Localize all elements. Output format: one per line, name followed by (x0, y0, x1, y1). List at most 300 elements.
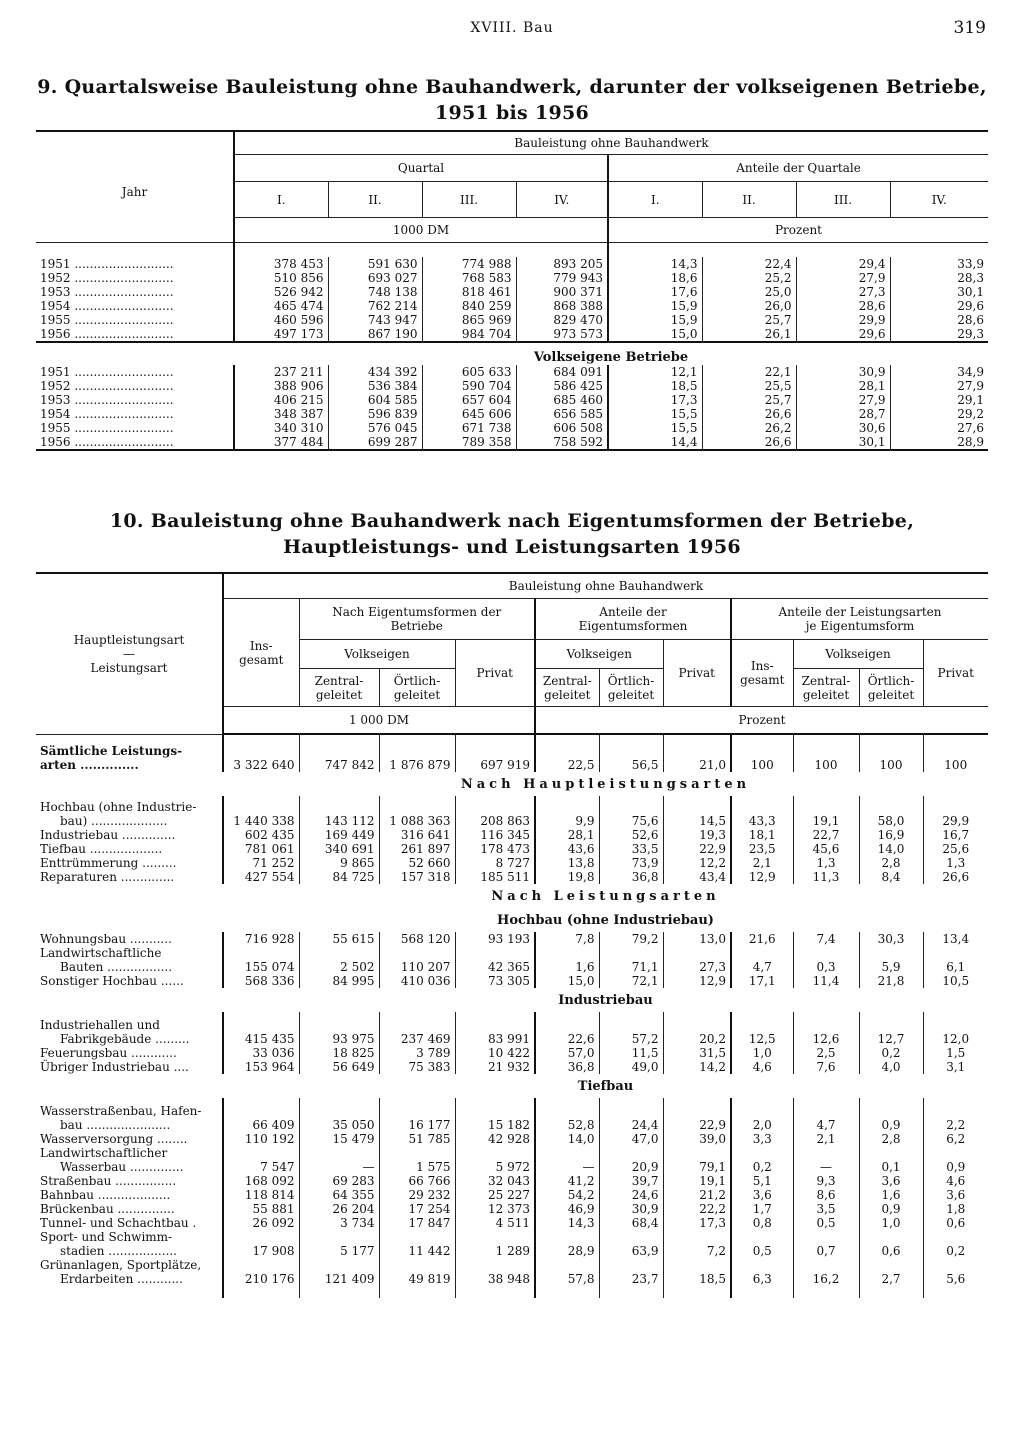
value-cell: 63,9 (599, 1244, 663, 1258)
value-cell: 3 789 (379, 1046, 455, 1060)
value-cell: 867 190 (328, 327, 422, 342)
value-cell: 22,6 (535, 1032, 599, 1046)
table10-body (36, 734, 988, 1298)
table9 (36, 130, 988, 451)
percent-cell: 15,9 (608, 299, 702, 313)
percent-cell: 30,1 (890, 285, 988, 299)
table9-quarter-header: I. (608, 182, 702, 218)
total-value: 100 (731, 758, 793, 772)
table-row (36, 379, 988, 393)
value-cell: 49,0 (599, 1060, 663, 1074)
value-cell: 21 932 (455, 1060, 535, 1074)
percent-cell: 15,9 (608, 313, 702, 327)
value-cell: 19,8 (535, 870, 599, 884)
percent-cell: 26,1 (702, 327, 796, 342)
value-cell: 604 585 (328, 393, 422, 407)
value-cell: 758 592 (516, 435, 608, 450)
percent-cell: 27,9 (796, 271, 890, 285)
value-cell: 11,4 (793, 974, 859, 988)
table10-title (36, 508, 988, 560)
value-cell: 8,4 (859, 870, 923, 884)
value-cell: 2,7 (859, 1272, 923, 1286)
value-cell: 12,0 (923, 1032, 988, 1046)
value-cell: 748 138 (328, 285, 422, 299)
value-cell: 39,0 (663, 1132, 731, 1146)
value-cell: 2,8 (859, 1132, 923, 1146)
value-cell: 5,1 (731, 1174, 793, 1188)
value-cell: 24,4 (599, 1118, 663, 1132)
value-cell: 415 435 (223, 1032, 299, 1046)
value-cell: 57,8 (535, 1272, 599, 1286)
value-cell: 57,0 (535, 1046, 599, 1060)
row-label: Feuerungsbau ............ (40, 1046, 177, 1060)
section-nach-leistungsarten: Nach Leistungsarten (491, 889, 720, 904)
table9-title-line2: 1951 bis 1956 (434, 102, 590, 124)
value-cell: 14,5 (663, 814, 731, 828)
table-row (36, 435, 988, 450)
row-label: Sonstiger Hochbau ...... (40, 974, 184, 988)
value-cell: 208 863 (455, 814, 535, 828)
value-cell: 893 205 (516, 257, 608, 271)
value-cell: 0,2 (731, 1160, 793, 1174)
table-row-label-line (36, 800, 988, 814)
table-row (36, 1216, 988, 1230)
value-cell: 24,6 (599, 1188, 663, 1202)
value-cell: 8 727 (455, 856, 535, 870)
percent-cell: 15,5 (608, 407, 702, 421)
value-cell: 684 091 (516, 365, 608, 379)
table9-body-total (36, 243, 988, 342)
value-cell: 378 453 (234, 257, 328, 271)
row-label-cont: Bauten ................. (60, 960, 173, 974)
row-label-cont: Wasserbau .............. (60, 1160, 184, 1174)
table10-oertlich-1: Örtlich- geleitet (379, 669, 455, 707)
value-cell: 43,6 (535, 842, 599, 856)
value-cell: 3,1 (923, 1060, 988, 1074)
value-cell: 17,3 (663, 1216, 731, 1230)
table-row (36, 365, 988, 379)
value-cell: 4 511 (455, 1216, 535, 1230)
value-cell: 185 511 (455, 870, 535, 884)
table9-unit-right: Prozent (608, 218, 988, 243)
percent-cell: 28,3 (890, 271, 988, 285)
table10-stub-l1: Hauptleistungsart (73, 632, 185, 647)
value-cell: 19,3 (663, 828, 731, 842)
table-row (36, 257, 988, 271)
table9-body-ve (36, 342, 988, 450)
value-cell: 22,2 (663, 1202, 731, 1216)
year-label (36, 407, 234, 421)
value-cell: 153 964 (223, 1060, 299, 1074)
value-cell: 7,4 (793, 932, 859, 946)
value-cell: 51 785 (379, 1132, 455, 1146)
table10-zentral-2: Zentral- geleitet (535, 669, 599, 707)
value-cell: 716 928 (223, 932, 299, 946)
value-cell: 45,6 (793, 842, 859, 856)
value-cell: 768 583 (422, 271, 516, 285)
value-cell: 28,9 (535, 1244, 599, 1258)
value-cell: 2,2 (923, 1118, 988, 1132)
value-cell: 58,0 (859, 814, 923, 828)
value-cell: 22,9 (663, 1118, 731, 1132)
table9-col-group: Bauleistung ohne Bauhandwerk (234, 131, 988, 155)
row-label: Straßenbau ................ (40, 1174, 177, 1188)
value-cell: 340 691 (299, 842, 379, 856)
table-row (36, 327, 988, 342)
spacer-row (36, 734, 988, 744)
year-value: 1951 (40, 256, 71, 271)
value-cell: 865 969 (422, 313, 516, 327)
value-cell: 10 422 (455, 1046, 535, 1060)
table10-stub-header (36, 573, 223, 734)
total-value: 3 322 640 (223, 758, 299, 772)
leader-dots: .......................... (70, 420, 174, 435)
value-cell: 0,2 (859, 1046, 923, 1060)
row-label: Enttrümmerung ......... (40, 856, 177, 870)
year-label (36, 271, 234, 285)
year-value: 1954 (40, 298, 71, 313)
value-cell: 7,8 (535, 932, 599, 946)
value-cell: 591 630 (328, 257, 422, 271)
value-cell: 23,7 (599, 1272, 663, 1286)
value-cell: 0,6 (923, 1216, 988, 1230)
value-cell: 9 865 (299, 856, 379, 870)
value-cell: 237 469 (379, 1032, 455, 1046)
leader-dots: .......................... (70, 256, 174, 271)
value-cell: 93 193 (455, 932, 535, 946)
value-cell: 52,6 (599, 828, 663, 842)
percent-cell: 18,6 (608, 271, 702, 285)
subsection-industriebau: Industriebau (558, 993, 653, 1008)
table-row (36, 870, 988, 884)
year-value: 1956 (40, 434, 71, 449)
year-value: 1956 (40, 326, 71, 341)
value-cell: 52,8 (535, 1118, 599, 1132)
value-cell: 13,4 (923, 932, 988, 946)
percent-cell: 26,6 (702, 407, 796, 421)
row-label: Übriger Industriebau .... (40, 1060, 189, 1074)
value-cell: 36,8 (599, 870, 663, 884)
leader-dots: .......................... (70, 312, 174, 327)
value-cell: 39,7 (599, 1174, 663, 1188)
value-cell: 25,6 (923, 842, 988, 856)
value-cell: 18,5 (663, 1272, 731, 1286)
value-cell: 69 283 (299, 1174, 379, 1188)
value-cell: 2 502 (299, 960, 379, 974)
value-cell: 64 355 (299, 1188, 379, 1202)
percent-cell: 27,6 (890, 421, 988, 435)
value-cell: 12 373 (455, 1202, 535, 1216)
percent-cell: 14,4 (608, 435, 702, 450)
percent-cell: 25,7 (702, 393, 796, 407)
value-cell: 973 573 (516, 327, 608, 342)
value-cell: 0,6 (859, 1244, 923, 1258)
value-cell: 693 027 (328, 271, 422, 285)
value-cell: 434 392 (328, 365, 422, 379)
value-cell: 56 649 (299, 1060, 379, 1074)
table9-quarter-header: II. (702, 182, 796, 218)
value-cell: 789 358 (422, 435, 516, 450)
value-cell: 11,5 (599, 1046, 663, 1060)
year-value: 1955 (40, 420, 71, 435)
value-cell: 4,7 (793, 1118, 859, 1132)
percent-cell: 27,9 (890, 379, 988, 393)
section-row (36, 884, 988, 908)
year-label (36, 299, 234, 313)
year-value: 1954 (40, 406, 71, 421)
table9-quarter-header: IV. (890, 182, 988, 218)
value-cell: 110 207 (379, 960, 455, 974)
table-row (36, 313, 988, 327)
value-cell: 774 988 (422, 257, 516, 271)
value-cell: 1,3 (923, 856, 988, 870)
table10-anteile-eig-header: Anteile der Eigentumsformen (535, 599, 731, 640)
table9-quarter-header: I. (234, 182, 328, 218)
value-cell: 68,4 (599, 1216, 663, 1230)
value-cell: 4,0 (859, 1060, 923, 1074)
value-cell: 110 192 (223, 1132, 299, 1146)
year-label (36, 421, 234, 435)
value-cell: 984 704 (422, 327, 516, 342)
row-label-cont: bau) .................... (60, 814, 168, 828)
percent-cell: 29,6 (796, 327, 890, 342)
table10-insgesamt-2: Ins- gesamt (731, 640, 793, 707)
table-row (36, 828, 988, 842)
value-cell: 49 819 (379, 1272, 455, 1286)
table-row (36, 1132, 988, 1146)
value-cell: 2,1 (731, 856, 793, 870)
table10-nach-eig-header: Nach Eigentumsformen der Betriebe (299, 599, 535, 640)
value-cell: 0,9 (923, 1160, 988, 1174)
table-row (36, 1244, 988, 1258)
table10-stub-l3: Leistungsart (90, 660, 168, 675)
value-cell: 66 409 (223, 1118, 299, 1132)
value-cell: 29,9 (923, 814, 988, 828)
value-cell: 348 387 (234, 407, 328, 421)
value-cell: 210 176 (223, 1272, 299, 1286)
value-cell: 9,3 (793, 1174, 859, 1188)
percent-cell: 15,0 (608, 327, 702, 342)
table10-privat-1: Privat (455, 640, 535, 707)
value-cell: 18 825 (299, 1046, 379, 1060)
table10-zentral-1: Zentral- geleitet (299, 669, 379, 707)
value-cell: 19,1 (793, 814, 859, 828)
value-cell: 1,0 (731, 1046, 793, 1060)
value-cell: 5,9 (859, 960, 923, 974)
value-cell: 41,2 (535, 1174, 599, 1188)
leader-dots: .......................... (70, 298, 174, 313)
total-value: 697 919 (455, 758, 535, 772)
value-cell: 606 508 (516, 421, 608, 435)
value-cell: 526 942 (234, 285, 328, 299)
percent-cell: 28,6 (890, 313, 988, 327)
table9-section-ve: Volkseigene Betriebe (533, 349, 689, 365)
table-row (36, 393, 988, 407)
value-cell: 410 036 (379, 974, 455, 988)
table-row (36, 856, 988, 870)
value-cell: 0,5 (731, 1244, 793, 1258)
year-value: 1953 (40, 284, 71, 299)
value-cell: 16,9 (859, 828, 923, 842)
percent-cell: 26,6 (702, 435, 796, 450)
value-cell: 84 725 (299, 870, 379, 884)
value-cell: 73,9 (599, 856, 663, 870)
value-cell: — (793, 1160, 859, 1174)
value-cell: 25 227 (455, 1188, 535, 1202)
value-cell: 4,7 (731, 960, 793, 974)
value-cell: 3,5 (793, 1202, 859, 1216)
table10-volkseigen-2: Volkseigen (535, 640, 663, 669)
row-label: Wasserstraßenbau, Hafen- (40, 1104, 202, 1118)
table10-volkseigen-3: Volkseigen (793, 640, 923, 669)
value-cell: 14,0 (859, 842, 923, 856)
value-cell: 75 383 (379, 1060, 455, 1074)
value-cell: 2,8 (859, 856, 923, 870)
table-row (36, 814, 988, 828)
leader-dots: .......................... (70, 270, 174, 285)
row-label: Tunnel- und Schachtbau . (40, 1216, 197, 1230)
value-cell: 3,6 (859, 1174, 923, 1188)
value-cell: 19,1 (663, 1174, 731, 1188)
percent-cell: 25,7 (702, 313, 796, 327)
value-cell: 36,8 (535, 1060, 599, 1074)
value-cell: 261 897 (379, 842, 455, 856)
table10-stub-l2: — (123, 646, 135, 661)
row-label: Grünanlagen, Sportplätze, (40, 1258, 202, 1272)
value-cell: 868 388 (516, 299, 608, 313)
row-label-cont: Fabrikgebäude ......... (60, 1032, 190, 1046)
percent-cell: 18,5 (608, 379, 702, 393)
percent-cell: 17,6 (608, 285, 702, 299)
year-value: 1955 (40, 312, 71, 327)
value-cell: 18,1 (731, 828, 793, 842)
year-value: 1952 (40, 378, 71, 393)
percent-cell: 27,3 (796, 285, 890, 299)
value-cell: 7,2 (663, 1244, 731, 1258)
value-cell: 13,8 (535, 856, 599, 870)
percent-cell: 29,9 (796, 313, 890, 327)
value-cell: 20,2 (663, 1032, 731, 1046)
year-value: 1952 (40, 270, 71, 285)
value-cell: 30,3 (859, 932, 923, 946)
value-cell: — (299, 1160, 379, 1174)
value-cell: 2,1 (793, 1132, 859, 1146)
value-cell: 16,2 (793, 1272, 859, 1286)
value-cell: 1,7 (731, 1202, 793, 1216)
leader-dots: .......................... (70, 434, 174, 449)
table9-quarter-header: IV. (516, 182, 608, 218)
value-cell: 0,9 (859, 1118, 923, 1132)
value-cell: 1,8 (923, 1202, 988, 1216)
value-cell: 42 928 (455, 1132, 535, 1146)
table-row (36, 1032, 988, 1046)
value-cell: 6,3 (731, 1272, 793, 1286)
percent-cell: 22,1 (702, 365, 796, 379)
value-cell: 586 425 (516, 379, 608, 393)
row-label: Wasserversorgung ........ (40, 1132, 188, 1146)
value-cell: 656 585 (516, 407, 608, 421)
subsection-tiefbau: Tiefbau (577, 1079, 634, 1094)
value-cell: 33,5 (599, 842, 663, 856)
value-cell: 645 606 (422, 407, 516, 421)
value-cell: 155 074 (223, 960, 299, 974)
value-cell: 536 384 (328, 379, 422, 393)
value-cell: 72,1 (599, 974, 663, 988)
value-cell: 11,3 (793, 870, 859, 884)
table9-title-line1: 9. Quartalsweise Bauleistung ohne Bauhandwerk, darunter der volkseigenen Betriebe, (37, 76, 987, 98)
row-label: Landwirtschaftliche (40, 946, 162, 960)
value-cell: 75,6 (599, 814, 663, 828)
table-row (36, 299, 988, 313)
value-cell: 15,0 (535, 974, 599, 988)
table10 (36, 572, 988, 1298)
value-cell: 121 409 (299, 1272, 379, 1286)
table-row (36, 842, 988, 856)
percent-cell: 25,5 (702, 379, 796, 393)
value-cell: 71 252 (223, 856, 299, 870)
value-cell: 168 092 (223, 1174, 299, 1188)
table10-col-group: Bauleistung ohne Bauhandwerk (223, 573, 988, 599)
table10-title-line1: 10. Bauleistung ohne Bauhandwerk nach Eigentumsformen der Betriebe, (109, 510, 915, 532)
table10-privat-2: Privat (663, 640, 731, 707)
table10-volkseigen-1: Volkseigen (299, 640, 455, 669)
value-cell: 497 173 (234, 327, 328, 342)
table9-quarter-header: III. (796, 182, 890, 218)
table10-title-line2: Hauptleistungs- und Leistungsarten 1956 (283, 536, 741, 558)
percent-cell: 30,9 (796, 365, 890, 379)
table-row (36, 1188, 988, 1202)
value-cell: 4,6 (923, 1174, 988, 1188)
year-value: 1951 (40, 364, 71, 379)
table10-oertlich-2: Örtlich- geleitet (599, 669, 663, 707)
value-cell: 671 738 (422, 421, 516, 435)
value-cell: 568 120 (379, 932, 455, 946)
row-label: Landwirtschaftlicher (40, 1146, 168, 1160)
table9-quarter-header: III. (422, 182, 516, 218)
value-cell: 657 604 (422, 393, 516, 407)
row-label: Tiefbau ................... (40, 842, 163, 856)
value-cell: 3,3 (731, 1132, 793, 1146)
value-cell: 377 484 (234, 435, 328, 450)
value-cell: 6,2 (923, 1132, 988, 1146)
table-row-label-line (36, 1018, 988, 1032)
value-cell: 340 310 (234, 421, 328, 435)
year-label (36, 435, 234, 450)
value-cell: 26 092 (223, 1216, 299, 1230)
leader-dots: .......................... (70, 284, 174, 299)
value-cell: 93 975 (299, 1032, 379, 1046)
value-cell: 1 289 (455, 1244, 535, 1258)
value-cell: 6,1 (923, 960, 988, 974)
value-cell: 13,0 (663, 932, 731, 946)
value-cell: 0,2 (923, 1244, 988, 1258)
value-cell: 84 995 (299, 974, 379, 988)
section-row (36, 908, 988, 932)
value-cell: 427 554 (223, 870, 299, 884)
value-cell: 1,6 (535, 960, 599, 974)
value-cell: 17 908 (223, 1244, 299, 1258)
value-cell: 2,5 (793, 1046, 859, 1060)
table10-privat-3: Privat (923, 640, 988, 707)
percent-cell: 29,6 (890, 299, 988, 313)
year-label (36, 285, 234, 299)
percent-cell: 29,3 (890, 327, 988, 342)
value-cell: 779 943 (516, 271, 608, 285)
value-cell: 900 371 (516, 285, 608, 299)
table-row (36, 1060, 988, 1074)
value-cell: 3 734 (299, 1216, 379, 1230)
table9-quartal-header: Quartal (234, 155, 608, 182)
